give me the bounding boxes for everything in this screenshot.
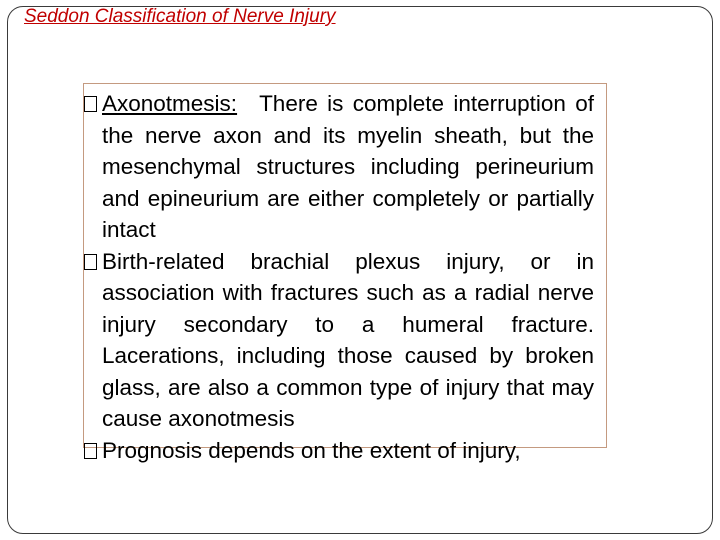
slide-title: Seddon Classification of Nerve Injury bbox=[24, 6, 336, 27]
bullet-term: Axonotmesis: bbox=[102, 91, 238, 116]
bullet-causes bbox=[84, 246, 594, 435]
missing-glyph-box-icon bbox=[84, 254, 97, 270]
bullet-text: There is complete interruption of the nerve axon and its myelin sheath, but the mesenchymal structures including perineurium and epineurium are either completely or partially intact bbox=[102, 91, 594, 242]
missing-glyph-box-icon bbox=[84, 443, 97, 459]
missing-glyph-box-icon bbox=[84, 96, 97, 112]
bullet-text: Prognosis depends on the extent of injury, bbox=[102, 437, 521, 463]
bullet-text: Birth-related brachial plexus injury, or in association with fractures such as a radial nerve injury secondary to a humeral fracture. Lacerations, including those caused by broken glass, are also a common type of injury that may cause axonotmesis bbox=[102, 248, 594, 431]
bullet-prognosis bbox=[84, 435, 594, 467]
bullet-axonotmesis bbox=[84, 88, 594, 246]
bullet-list bbox=[84, 88, 594, 466]
